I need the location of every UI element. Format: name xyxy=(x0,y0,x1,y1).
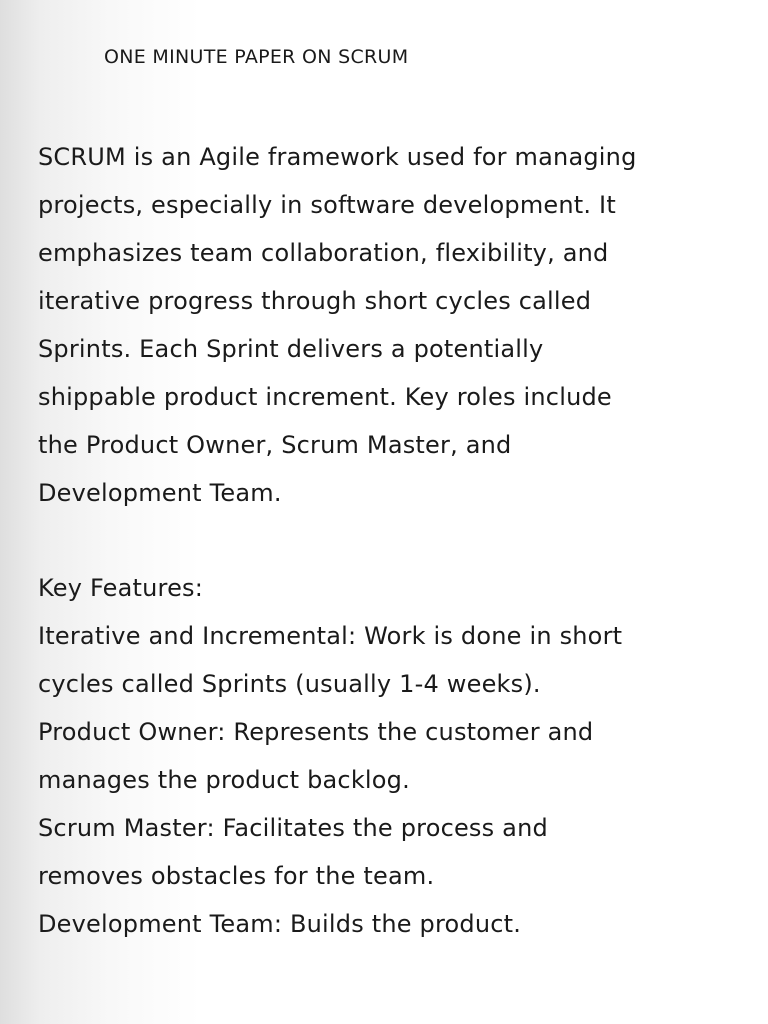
intro-line: Sprints. Each Sprint delivers a potentially xyxy=(38,335,544,363)
intro-line: Development Team. xyxy=(38,479,282,507)
intro-line: emphasizes team collaboration, flexibility, and xyxy=(38,239,609,267)
intro-line: projects, especially in software development. It xyxy=(38,191,616,219)
feature-line: cycles called Sprints (usually 1-4 weeks). xyxy=(38,670,541,698)
feature-line: removes obstacles for the team. xyxy=(38,862,435,890)
features-heading: Key Features: xyxy=(38,574,204,602)
intro-line: the Product Owner, Scrum Master, and xyxy=(38,431,512,459)
intro-line: shippable product increment. Key roles include xyxy=(38,383,612,411)
feature-line: Iterative and Incremental: Work is done in short xyxy=(38,622,623,650)
feature-line: manages the product backlog. xyxy=(38,766,410,794)
feature-line: Product Owner: Represents the customer and xyxy=(38,718,594,746)
intro-line: iterative progress through short cycles called xyxy=(38,287,592,315)
feature-line: Scrum Master: Facilitates the process and xyxy=(38,814,548,842)
feature-line: Development Team: Builds the product. xyxy=(38,910,522,938)
intro-line: SCRUM is an Agile framework used for managing xyxy=(38,143,637,171)
page-title: ONE MINUTE PAPER ON SCRUM xyxy=(104,46,409,68)
